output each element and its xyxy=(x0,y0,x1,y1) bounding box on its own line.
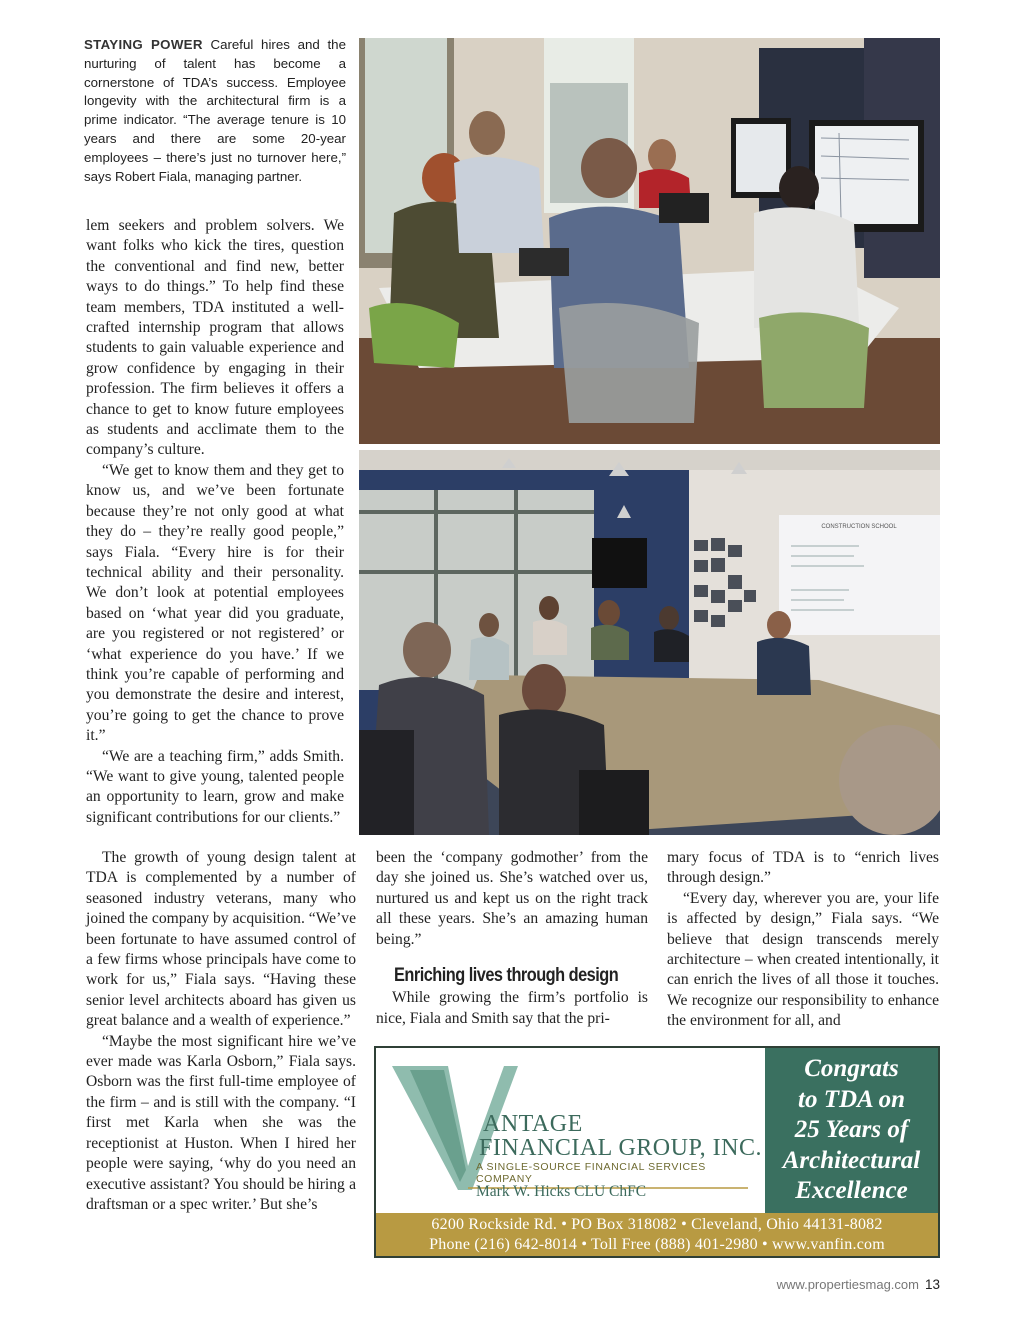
photo-team-meeting-screens xyxy=(359,38,940,444)
section-subhead: Enriching lives through design xyxy=(394,965,619,987)
congrats-line: 25 Years of xyxy=(794,1116,909,1144)
paragraph: mary focus of TDA is to “enrich lives through design.” xyxy=(667,849,939,887)
ad-company-line2: FINANCIAL GROUP, INC. xyxy=(479,1135,762,1161)
ad-address: 6200 Rockside Rd. • PO Box 318082 • Cleveland, Ohio 44131-8082 xyxy=(431,1215,883,1233)
ad-logo-area xyxy=(376,1048,765,1213)
caption-lead: STAYING POWER xyxy=(84,37,203,52)
vantage-advertisement xyxy=(374,1046,940,1258)
footer-url: www.propertiesmag.com xyxy=(776,1277,919,1292)
caption-text: Careful hires and the nurturing of talent has become a cornerstone of TDA’s success. Employee longevity with the architectural firm is a prime indicator. “The average tenure is 10 years and there are some 20-year employees – there’s just no turnover here,” says Robert Fiala, managing partner. xyxy=(84,37,346,184)
screen-title: CONSTRUCTION SCHOOL xyxy=(821,524,897,530)
article-column-2 xyxy=(376,848,648,1029)
congrats-line: Excellence xyxy=(795,1177,908,1205)
ad-congrats-box xyxy=(765,1048,938,1213)
ad-contact-bar xyxy=(376,1213,938,1256)
paragraph: While growing the firm’s portfolio is nice, Fiala and Smith say that the pri- xyxy=(376,989,648,1027)
paragraph: “Every day, wherever you are, your life is affected by design,” Fiala says. “We believe that design transcends merely architecture – when created intentionally, it can enrich the lives of all those it touches. We recognize our responsibility to enhance the environment for all, and xyxy=(667,889,939,1030)
ad-contact-name: Mark W. Hicks CLU ChFC xyxy=(476,1183,647,1200)
ad-company-name xyxy=(479,1112,762,1160)
ad-phone: Phone (216) 642-8014 • Toll Free (888) 401-2980 • www.vanfin.com xyxy=(429,1235,885,1253)
photo-conference-room xyxy=(359,450,940,835)
congrats-line: Architectural xyxy=(782,1146,921,1174)
article-column-1-continued xyxy=(86,848,356,1215)
paragraph: “We are a teaching firm,” adds Smith. “We want to give young, talented people an opportunity to learn, grow and make significant contributions for our clients.” xyxy=(86,747,344,826)
paragraph: The growth of young design talent at TDA is complemented by a number of seasoned industry veterans, many who joined the company by acquisition. “We’ve been fortunate to have assumed control of a few firms whose principals have come to work for us,” Fiala says. “Having these senior level architects aboard has given us great balance and a wealth of experience.” xyxy=(86,849,356,1030)
article-column-1 xyxy=(86,216,344,828)
page-number: 13 xyxy=(924,1277,940,1292)
paragraph: been the ‘company godmother’ from the day she joined us. She’s watched over us, nurtured us and kept us on the right track all these years. She’s an amazing human being.” xyxy=(376,849,648,948)
congrats-line: Congrats xyxy=(804,1055,899,1083)
congrats-line: to TDA on xyxy=(798,1085,905,1113)
paragraph: lem seekers and problem solvers. We want folks who kick the tires, question the conventional and find new, better ways to do things.” To help find these team members, TDA instituted a well-crafted internship program that allows students to gain valuable experience and grow confidence by engaging in their profession. The firm believes it offers a chance to get to know future employees as students and acclimate them to the company’s culture. xyxy=(86,217,344,459)
article-column-3 xyxy=(667,848,939,1032)
ad-tagline: A SINGLE-SOURCE FINANCIAL SERVICES COMPANY xyxy=(476,1161,706,1185)
ad-company-line1: ANTAGE xyxy=(483,1111,583,1137)
photo-caption xyxy=(84,36,346,186)
paragraph: “We get to know them and they get to know us, and we’ve been fortunate because they’re not only good at what they do – they’re really good people,” says Fiala. “Every hire is for their technical ability and their personality. We don’t look at potential employees based on ‘what year did you graduate, are you registered or not registered’ or ‘what experience do you have.’ If we think you’re capable of performing and you demonstrate the desire and interest, you’re going to get the chance to prove it.” xyxy=(86,461,344,745)
paragraph: “Maybe the most significant hire we’ve ever made was Karla Osborn,” Fiala says. Osborn was the first full-time employee of the firm – and is still with the company. “I first met Karla when she was the receptionist at Huston. When I hired her people were saying, ‘why do you need an executive assistant? You should be hiring a draftsman or a spec writer.’ But she’s xyxy=(86,1032,356,1213)
page-footer xyxy=(777,1277,940,1292)
